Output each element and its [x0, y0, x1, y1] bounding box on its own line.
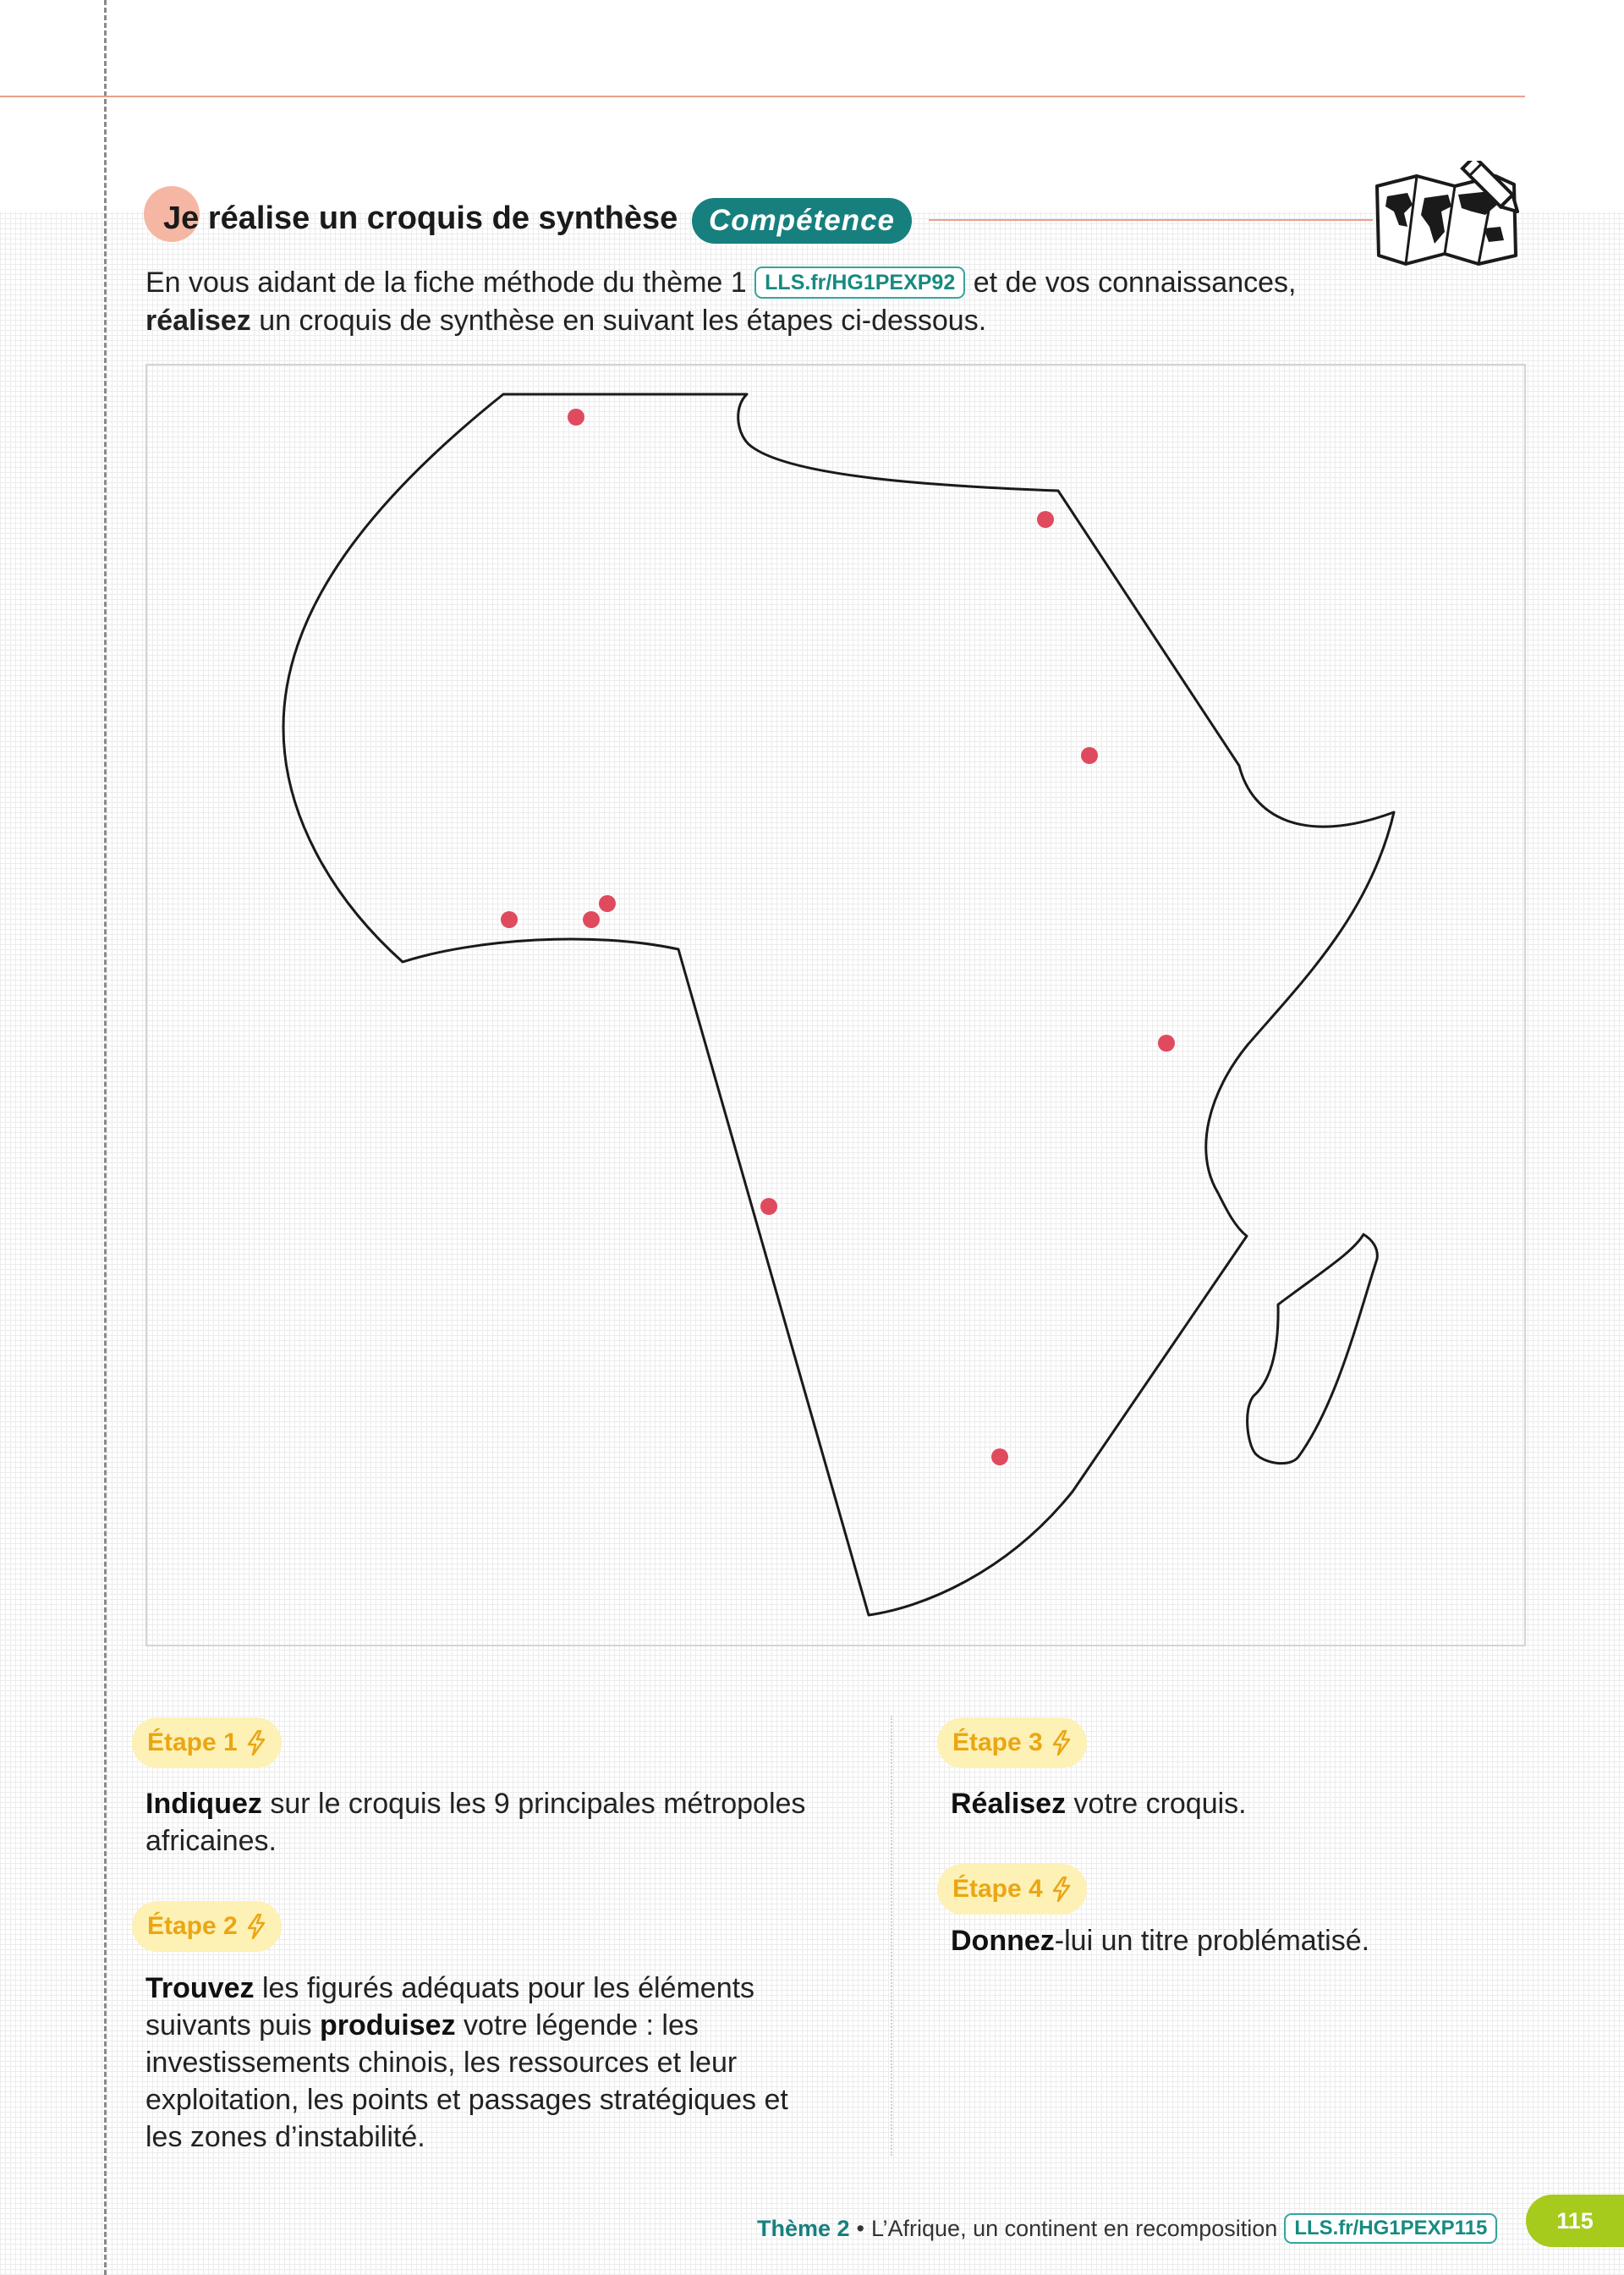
step-1-text [145, 1785, 822, 1860]
step-1-label: Étape 1 [147, 1728, 238, 1756]
city-dot[interactable] [583, 911, 600, 928]
city-dot[interactable] [1081, 747, 1098, 764]
city-dot[interactable] [599, 895, 616, 912]
step-2-verb-2: produisez [320, 2009, 456, 2041]
step-4-text [951, 1922, 1509, 1959]
step-3-text [951, 1785, 1509, 1822]
method-link[interactable]: LLS.fr/HG1PEXP92 [754, 267, 965, 299]
page-number: 115 [1526, 2195, 1624, 2247]
footer-link[interactable]: LLS.fr/HG1PEXP115 [1284, 2213, 1497, 2244]
step-2-label: Étape 2 [147, 1912, 238, 1940]
step-2-text [145, 1970, 814, 2156]
section-title: Je réalise un croquis de synthèse [163, 201, 678, 236]
step-2-badge [132, 1901, 282, 1952]
step-2-body-2: votre légende : les investissements chinois, les ressources et leur exploitation, les points et passages stratégiques et les zones d’instabilité. [145, 2009, 788, 2153]
city-dot[interactable] [991, 1448, 1008, 1465]
intro-text-start: En vous aidant de la fiche méthode du thème 1 [145, 267, 747, 299]
city-dots [501, 409, 1175, 1465]
footer-separator: • [856, 2215, 864, 2241]
column-divider [891, 1716, 892, 2156]
step-3-body: votre croquis. [1073, 1788, 1247, 1820]
step-3-verb: Réalisez [951, 1788, 1067, 1820]
city-dot[interactable] [568, 409, 584, 426]
city-dot[interactable] [1158, 1035, 1175, 1052]
intro-bold-verb: réalisez [145, 305, 251, 337]
step-2-verb: Trouvez [145, 1972, 255, 2004]
page-footer [757, 2213, 1497, 2244]
step-1-verb: Indiquez [145, 1788, 262, 1820]
lightning-icon [1051, 1877, 1072, 1902]
city-dot[interactable] [1037, 511, 1054, 528]
footer-theme: Thème 2 [757, 2215, 850, 2241]
footer-subtitle: L’Afrique, un continent en recomposition [871, 2215, 1278, 2241]
step-2-body-1: les figurés adéquats pour les éléments suivants puis [145, 1972, 755, 2041]
step-1-badge [132, 1717, 282, 1768]
africa-outline [283, 394, 1394, 1615]
intro-text-line2: un croquis de synthèse en suivant les étapes ci-dessous. [259, 305, 987, 337]
lightning-icon [1051, 1730, 1072, 1756]
step-3-badge [937, 1717, 1087, 1768]
competence-badge: Compétence [692, 198, 912, 244]
lightning-icon [246, 1730, 266, 1756]
step-4-verb: Donnez [951, 1925, 1055, 1957]
city-dot[interactable] [501, 911, 518, 928]
step-4-badge [937, 1864, 1087, 1915]
madagascar-outline [1248, 1234, 1378, 1464]
step-4-body: -lui un titre problématisé. [1054, 1925, 1370, 1957]
step-1-body: sur le croquis les 9 principales métropoles africaines. [145, 1788, 806, 1857]
city-dot[interactable] [760, 1198, 777, 1215]
intro-text-end: et de vos connaissances, [973, 267, 1297, 299]
step-3-label: Étape 3 [952, 1728, 1043, 1756]
step-4-label: Étape 4 [952, 1875, 1043, 1903]
lightning-icon [246, 1914, 266, 1939]
